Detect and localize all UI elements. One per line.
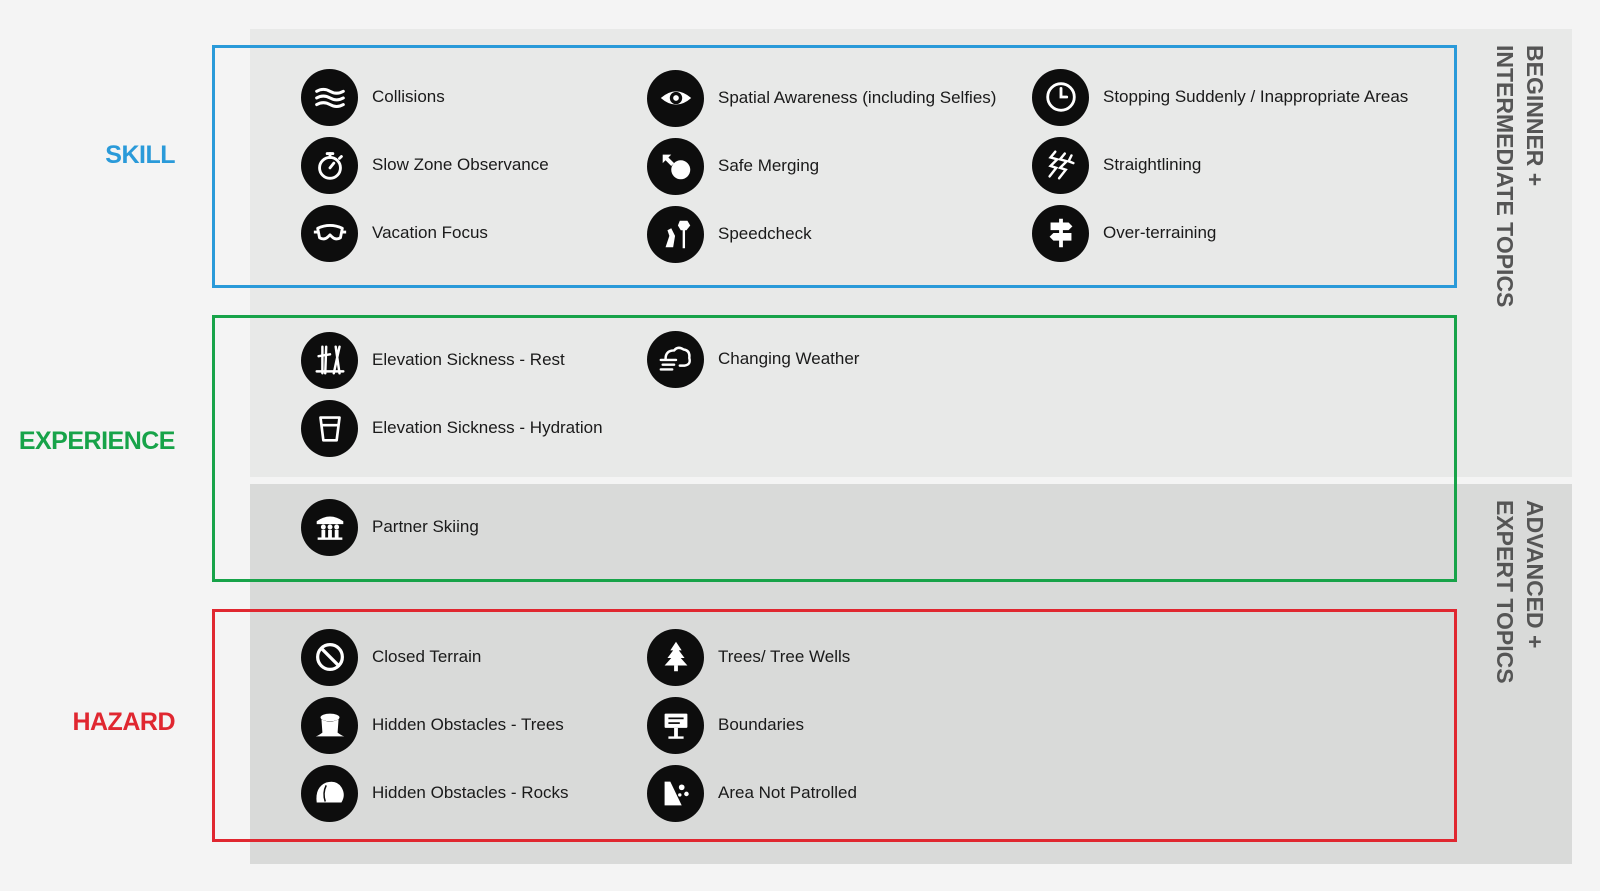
topic-vacation-focus	[301, 204, 488, 262]
hazard-category-label: HAZARD	[72, 708, 175, 736]
topic-label: Straightlining	[1103, 155, 1202, 174]
topic-speedcheck	[647, 205, 812, 263]
topic-stopping-suddenly	[1032, 68, 1408, 126]
topic-label: Changing Weather	[718, 349, 860, 368]
stopwatch-icon	[301, 137, 358, 194]
topic-label: Vacation Focus	[372, 223, 488, 242]
topic-label: Safe Merging	[718, 156, 820, 175]
side-label-line: INTERMEDIATE TOPICS	[1492, 45, 1518, 308]
side-label-line: ADVANCED +	[1522, 500, 1548, 649]
topic-changing-weather	[647, 330, 859, 388]
topic-hidden-obstacles-trees	[301, 696, 564, 754]
cup-icon	[301, 400, 358, 457]
chairlift-icon	[301, 499, 358, 556]
topic-label: Speedcheck	[718, 224, 812, 243]
topic-label: Stopping Suddenly / Inappropriate Areas	[1103, 87, 1409, 106]
topic-over-terraining	[1032, 204, 1216, 262]
topic-elevation-sickness-hydration	[301, 399, 603, 457]
topic-elevation-sickness-rest	[301, 331, 565, 389]
stump-icon	[301, 697, 358, 754]
topic-closed-terrain	[301, 628, 481, 686]
topic-partner-skiing	[301, 498, 479, 556]
topic-label: Elevation Sickness - Hydration	[372, 418, 603, 437]
squiggle-icon	[1032, 137, 1089, 194]
merge-icon	[647, 138, 704, 195]
skill-category-label: SKILL	[105, 141, 175, 169]
clock-icon	[1032, 69, 1089, 126]
topic-label: Slow Zone Observance	[372, 155, 549, 174]
topic-area-not-patrolled	[647, 764, 857, 822]
side-label-line: EXPERT TOPICS	[1492, 500, 1518, 684]
topic-collisions	[301, 68, 445, 126]
topic-label: Partner Skiing	[372, 517, 479, 536]
topic-safe-merging	[647, 137, 819, 195]
topic-label: Closed Terrain	[372, 647, 482, 666]
rock-icon	[301, 765, 358, 822]
topic-straightlining	[1032, 136, 1201, 194]
waves-icon	[301, 69, 358, 126]
topic-label: Spatial Awareness (including Selfies)	[718, 88, 997, 107]
topic-spatial-awareness	[647, 69, 996, 127]
topic-slow-zone-observance	[301, 136, 549, 194]
topic-label: Hidden Obstacles - Rocks	[372, 783, 569, 802]
topic-boundaries	[647, 696, 804, 754]
topic-label: Over-terraining	[1103, 223, 1217, 242]
no-entry-icon	[301, 629, 358, 686]
advanced-expert-label	[1490, 500, 1550, 684]
topic-label: Elevation Sickness - Rest	[372, 350, 565, 369]
beginner-intermediate-label	[1490, 45, 1550, 307]
topic-label: Trees/ Tree Wells	[718, 647, 851, 666]
experience-category-label: EXPERIENCE	[18, 427, 175, 455]
cloud-wind-icon	[647, 331, 704, 388]
topic-trees-tree-wells	[647, 628, 850, 686]
goggles-icon	[301, 205, 358, 262]
topic-label: Area Not Patrolled	[718, 783, 857, 802]
speedcheck-icon	[647, 206, 704, 263]
side-label-line: BEGINNER +	[1522, 45, 1548, 187]
pine-tree-icon	[647, 629, 704, 686]
topic-label: Boundaries	[718, 715, 805, 734]
signpost-icon	[1032, 205, 1089, 262]
skis-rest-icon	[301, 332, 358, 389]
cliff-icon	[647, 765, 704, 822]
topic-label: Hidden Obstacles - Trees	[372, 715, 564, 734]
topic-label: Collisions	[372, 87, 445, 106]
topic-hidden-obstacles-rocks	[301, 764, 569, 822]
boundary-sign-icon	[647, 697, 704, 754]
eye-icon	[647, 70, 704, 127]
